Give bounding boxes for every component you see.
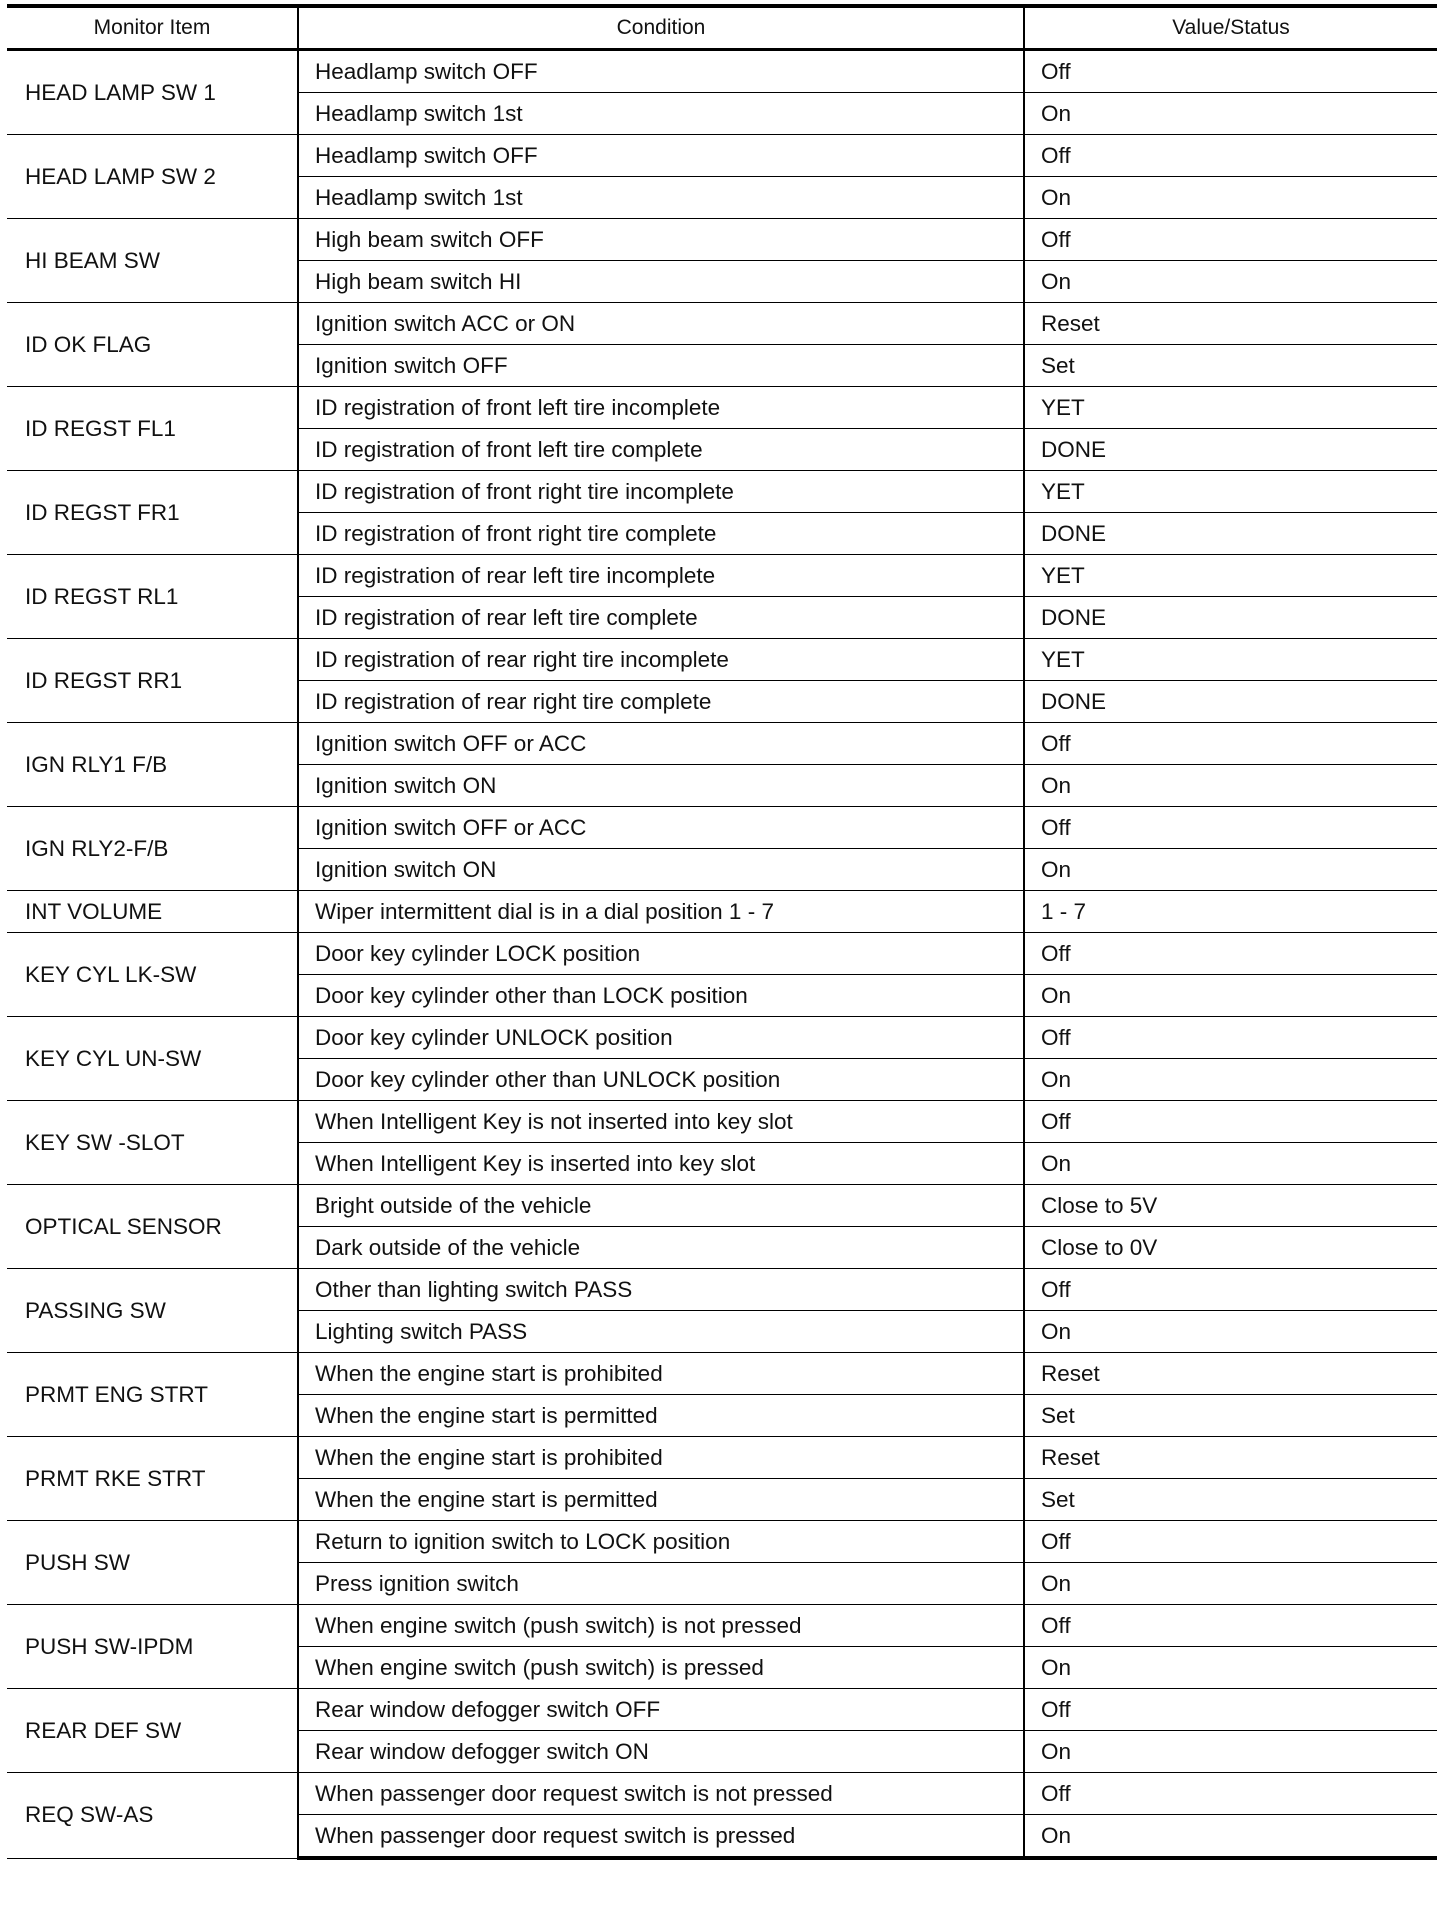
header-value-status: Value/Status xyxy=(1024,6,1437,50)
condition-cell: Ignition switch ACC or ON xyxy=(298,303,1024,345)
value-status-cell: Reset xyxy=(1024,1437,1437,1479)
value-status-cell: Off xyxy=(1024,723,1437,765)
monitor-item-cell: PRMT RKE STRT xyxy=(7,1437,298,1521)
value-status-cell: YET xyxy=(1024,555,1437,597)
condition-cell: Wiper intermittent dial is in a dial position 1 - 7 xyxy=(298,891,1024,933)
table-row xyxy=(7,1437,1437,1479)
table-row xyxy=(7,471,1437,513)
table-header-row xyxy=(7,6,1437,50)
value-status-cell: Off xyxy=(1024,807,1437,849)
condition-cell: When passenger door request switch is pressed xyxy=(298,1815,1024,1859)
table-row xyxy=(7,1521,1437,1563)
table-row xyxy=(7,891,1437,933)
value-status-cell: DONE xyxy=(1024,513,1437,555)
value-status-cell: On xyxy=(1024,1563,1437,1605)
value-status-cell: On xyxy=(1024,177,1437,219)
value-status-cell: On xyxy=(1024,765,1437,807)
condition-cell: When engine switch (push switch) is not pressed xyxy=(298,1605,1024,1647)
table-row xyxy=(7,50,1437,93)
condition-cell: When Intelligent Key is inserted into key slot xyxy=(298,1143,1024,1185)
table-row xyxy=(7,135,1437,177)
monitor-item-cell: KEY CYL UN-SW xyxy=(7,1017,298,1101)
value-status-cell: YET xyxy=(1024,471,1437,513)
table-row xyxy=(7,1269,1437,1311)
value-status-cell: Reset xyxy=(1024,1353,1437,1395)
monitor-item-cell: HEAD LAMP SW 1 xyxy=(7,50,298,135)
condition-cell: ID registration of front left tire complete xyxy=(298,429,1024,471)
value-status-cell: Off xyxy=(1024,1101,1437,1143)
monitor-item-cell: ID REGST RL1 xyxy=(7,555,298,639)
monitor-item-cell: REAR DEF SW xyxy=(7,1689,298,1773)
condition-cell: Ignition switch OFF or ACC xyxy=(298,807,1024,849)
value-status-cell: Set xyxy=(1024,1395,1437,1437)
condition-cell: Headlamp switch OFF xyxy=(298,135,1024,177)
table-row xyxy=(7,639,1437,681)
value-status-cell: Close to 0V xyxy=(1024,1227,1437,1269)
table-row xyxy=(7,807,1437,849)
condition-cell: ID registration of rear left tire incomplete xyxy=(298,555,1024,597)
condition-cell: When the engine start is prohibited xyxy=(298,1437,1024,1479)
value-status-cell: Close to 5V xyxy=(1024,1185,1437,1227)
table-row xyxy=(7,387,1437,429)
table-row xyxy=(7,1101,1437,1143)
table-row xyxy=(7,723,1437,765)
condition-cell: Headlamp switch OFF xyxy=(298,50,1024,93)
condition-cell: When the engine start is permitted xyxy=(298,1479,1024,1521)
value-status-cell: On xyxy=(1024,93,1437,135)
condition-cell: Rear window defogger switch OFF xyxy=(298,1689,1024,1731)
table-body xyxy=(7,50,1437,1859)
condition-cell: Ignition switch OFF or ACC xyxy=(298,723,1024,765)
condition-cell: Headlamp switch 1st xyxy=(298,177,1024,219)
value-status-cell: Set xyxy=(1024,345,1437,387)
monitor-item-cell: INT VOLUME xyxy=(7,891,298,933)
value-status-cell: YET xyxy=(1024,639,1437,681)
monitor-item-cell: HEAD LAMP SW 2 xyxy=(7,135,298,219)
condition-cell: When Intelligent Key is not inserted into key slot xyxy=(298,1101,1024,1143)
table-row xyxy=(7,303,1437,345)
condition-cell: Door key cylinder UNLOCK position xyxy=(298,1017,1024,1059)
value-status-cell: Off xyxy=(1024,1605,1437,1647)
value-status-cell: YET xyxy=(1024,387,1437,429)
condition-cell: ID registration of rear right tire complete xyxy=(298,681,1024,723)
value-status-cell: Off xyxy=(1024,1521,1437,1563)
monitor-item-cell: HI BEAM SW xyxy=(7,219,298,303)
condition-cell: When the engine start is permitted xyxy=(298,1395,1024,1437)
condition-cell: Door key cylinder LOCK position xyxy=(298,933,1024,975)
value-status-cell: Off xyxy=(1024,219,1437,261)
condition-cell: Bright outside of the vehicle xyxy=(298,1185,1024,1227)
condition-cell: High beam switch HI xyxy=(298,261,1024,303)
table-row xyxy=(7,933,1437,975)
monitor-item-cell: KEY SW -SLOT xyxy=(7,1101,298,1185)
value-status-cell: Reset xyxy=(1024,303,1437,345)
value-status-cell: Off xyxy=(1024,50,1437,93)
value-status-cell: DONE xyxy=(1024,597,1437,639)
condition-cell: Other than lighting switch PASS xyxy=(298,1269,1024,1311)
condition-cell: Door key cylinder other than LOCK position xyxy=(298,975,1024,1017)
monitor-item-cell: KEY CYL LK-SW xyxy=(7,933,298,1017)
table-row xyxy=(7,219,1437,261)
monitor-item-table xyxy=(7,4,1437,1860)
condition-cell: When engine switch (push switch) is pressed xyxy=(298,1647,1024,1689)
value-status-cell: Off xyxy=(1024,135,1437,177)
value-status-cell: On xyxy=(1024,1815,1437,1859)
monitor-item-cell: PRMT ENG STRT xyxy=(7,1353,298,1437)
monitor-item-cell: ID OK FLAG xyxy=(7,303,298,387)
condition-cell: ID registration of front right tire complete xyxy=(298,513,1024,555)
value-status-cell: On xyxy=(1024,1647,1437,1689)
monitor-item-cell: REQ SW-AS xyxy=(7,1773,298,1859)
monitor-item-cell: PASSING SW xyxy=(7,1269,298,1353)
condition-cell: Dark outside of the vehicle xyxy=(298,1227,1024,1269)
condition-cell: ID registration of front left tire incomplete xyxy=(298,387,1024,429)
table-row xyxy=(7,1689,1437,1731)
table-row xyxy=(7,1773,1437,1815)
value-status-cell: Off xyxy=(1024,1269,1437,1311)
value-status-cell: On xyxy=(1024,1059,1437,1101)
value-status-cell: Set xyxy=(1024,1479,1437,1521)
condition-cell: Press ignition switch xyxy=(298,1563,1024,1605)
value-status-cell: Off xyxy=(1024,1773,1437,1815)
monitor-item-cell: IGN RLY1 F/B xyxy=(7,723,298,807)
monitor-item-cell: IGN RLY2-F/B xyxy=(7,807,298,891)
value-status-cell: 1 - 7 xyxy=(1024,891,1437,933)
condition-cell: High beam switch OFF xyxy=(298,219,1024,261)
condition-cell: When passenger door request switch is not pressed xyxy=(298,1773,1024,1815)
monitor-item-cell: PUSH SW-IPDM xyxy=(7,1605,298,1689)
condition-cell: ID registration of front right tire incomplete xyxy=(298,471,1024,513)
value-status-cell: DONE xyxy=(1024,681,1437,723)
condition-cell: Ignition switch OFF xyxy=(298,345,1024,387)
monitor-item-cell: ID REGST FL1 xyxy=(7,387,298,471)
condition-cell: ID registration of rear left tire complete xyxy=(298,597,1024,639)
value-status-cell: On xyxy=(1024,1311,1437,1353)
monitor-item-cell: OPTICAL SENSOR xyxy=(7,1185,298,1269)
table-row xyxy=(7,1605,1437,1647)
condition-cell: Rear window defogger switch ON xyxy=(298,1731,1024,1773)
monitor-item-cell: ID REGST RR1 xyxy=(7,639,298,723)
table-row xyxy=(7,1185,1437,1227)
condition-cell: Ignition switch ON xyxy=(298,849,1024,891)
value-status-cell: On xyxy=(1024,1143,1437,1185)
value-status-cell: Off xyxy=(1024,1017,1437,1059)
header-monitor-item: Monitor Item xyxy=(7,6,298,50)
value-status-cell: DONE xyxy=(1024,429,1437,471)
value-status-cell: On xyxy=(1024,1731,1437,1773)
condition-cell: Ignition switch ON xyxy=(298,765,1024,807)
condition-cell: Return to ignition switch to LOCK position xyxy=(298,1521,1024,1563)
value-status-cell: On xyxy=(1024,261,1437,303)
condition-cell: When the engine start is prohibited xyxy=(298,1353,1024,1395)
monitor-item-cell: PUSH SW xyxy=(7,1521,298,1605)
value-status-cell: Off xyxy=(1024,933,1437,975)
table-row xyxy=(7,555,1437,597)
condition-cell: Headlamp switch 1st xyxy=(298,93,1024,135)
condition-cell: ID registration of rear right tire incomplete xyxy=(298,639,1024,681)
table-row xyxy=(7,1353,1437,1395)
table-row xyxy=(7,1017,1437,1059)
condition-cell: Lighting switch PASS xyxy=(298,1311,1024,1353)
condition-cell: Door key cylinder other than UNLOCK position xyxy=(298,1059,1024,1101)
value-status-cell: On xyxy=(1024,975,1437,1017)
value-status-cell: Off xyxy=(1024,1689,1437,1731)
header-condition: Condition xyxy=(298,6,1024,50)
value-status-cell: On xyxy=(1024,849,1437,891)
monitor-item-cell: ID REGST FR1 xyxy=(7,471,298,555)
